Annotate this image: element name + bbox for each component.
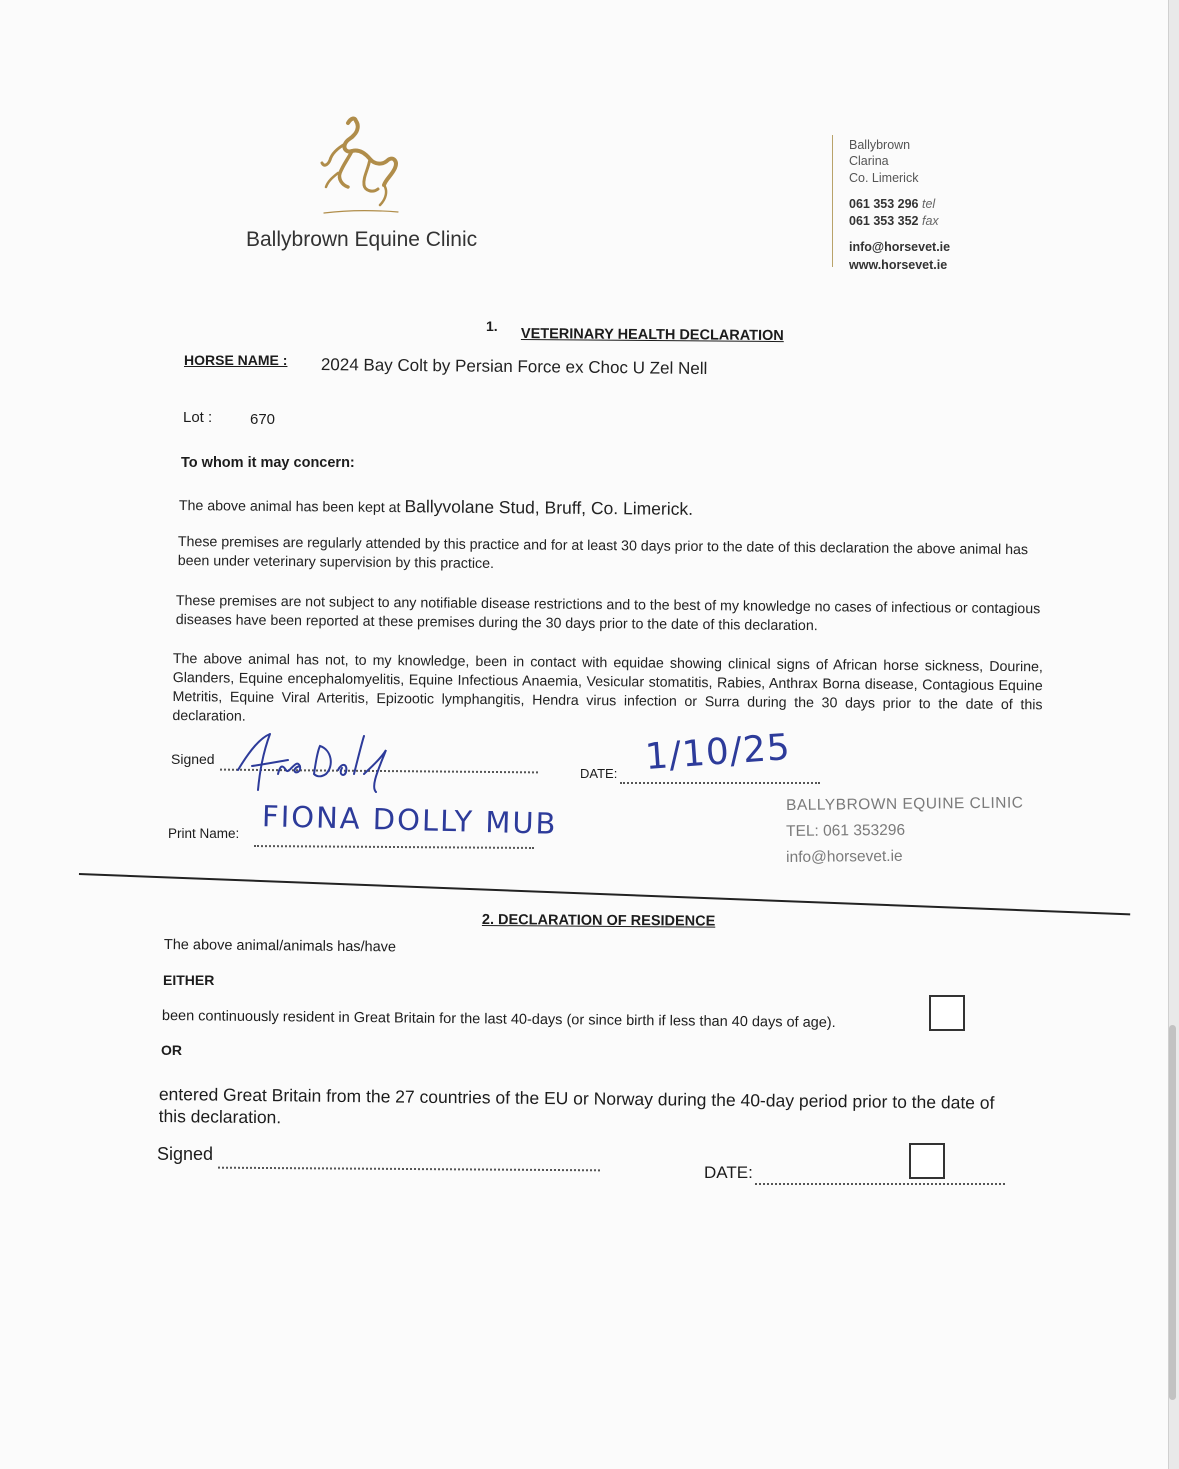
section-divider (79, 873, 1130, 915)
signature-line-2[interactable] (218, 1167, 600, 1172)
residence-intro: The above animal/animals has/have (163, 937, 397, 956)
restrictions-paragraph: These premises are not subject to any notifiable disease restrictions and to the best of my knowledge no cases of infectious or contagious diseases have been reported at these premises during the 30 days prior to the date of this declaration. (175, 592, 1041, 635)
date-value-1: 1/10/25 (643, 726, 793, 779)
option-1-text: been continuously resident in Great Britain for the last 40-days (or since birth if less than 40 days of age). (161, 1008, 836, 1032)
either-label: EITHER (163, 972, 215, 988)
print-name-value: FIONA DOLLY MUB (261, 799, 558, 841)
clinic-name: Ballybrown Equine Clinic (246, 228, 478, 251)
salutation: To whom it may concern: (181, 455, 355, 471)
horse-logo-icon (318, 115, 408, 215)
lot-value: 670 (250, 411, 276, 428)
option-2-text: entered Great Britain from the 27 countries of the EU or Norway during the 40-day period prior to the date of this declaration. (158, 1084, 995, 1128)
print-name-line[interactable] (254, 845, 534, 849)
date-label-2: DATE: (704, 1163, 753, 1182)
stamp-clinic: BALLYBROWN EQUINE CLINIC (786, 794, 1024, 814)
signed-label: Signed (171, 751, 215, 767)
date-label-1: DATE: (580, 766, 618, 781)
date-line-1[interactable] (620, 782, 820, 784)
print-name-label: Print Name: (168, 826, 240, 841)
section-1-title: VETERINARY HEALTH DECLARATION (520, 326, 784, 345)
or-label: OR (161, 1042, 182, 1058)
kept-at-statement: The above animal has been kept at Ballyvolane Stud, Bruff, Co. Limerick. (178, 496, 694, 519)
section-2-title: 2. DECLARATION OF RESIDENCE (481, 912, 716, 930)
address-divider (832, 135, 833, 267)
clinic-tel: 061 353 296 tel (849, 197, 936, 211)
stamp-email: info@horsevet.ie (786, 847, 903, 866)
scrollbar-thumb[interactable] (1169, 1025, 1176, 1400)
clinic-fax: 061 353 352 fax (849, 214, 939, 228)
horse-name-label: HORSE NAME : (184, 352, 288, 368)
clinic-website: www.horsevet.ie (849, 258, 948, 272)
stamp-tel: TEL: 061 353296 (786, 821, 906, 840)
option-2-checkbox[interactable] (909, 1143, 945, 1179)
option-1-checkbox[interactable] (929, 995, 965, 1031)
address-line-1: Ballybrown (849, 138, 911, 152)
section-1-number: 1. (486, 318, 498, 334)
kept-location: Ballyvolane Stud, Bruff, Co. Limerick. (404, 496, 694, 519)
clinic-email: info@horsevet.ie (849, 240, 951, 254)
signature-scribble-icon (230, 730, 400, 796)
contact-paragraph: The above animal has not, to my knowledge, been in contact with equidae showing clinical signs of African horse sickness, Dourine, Glanders, Equine encephalomyelitis, Equine Infectious Anaemia, Vesicular stomatitis, Rabies, Anthrax Borna disease, Contagious Equine Metritis, Equine Viral Arteritis, Epizootic lymphangitis, Hendra virus infection or Surra during the 30 days prior to the date of this declaration. (172, 650, 1043, 725)
signed-label-2: Signed (157, 1144, 214, 1164)
horse-name-value: 2024 Bay Colt by Persian Force ex Choc U Zel Nell (320, 355, 708, 379)
supervision-paragraph: These premises are regularly attended by this practice and for at least 30 days prior to the date of this declaration the above animal has been under veterinary supervision by this practice. (177, 533, 1029, 573)
address-line-3: Co. Limerick (849, 171, 919, 185)
lot-label: Lot : (183, 409, 213, 426)
address-line-2: Clarina (849, 154, 889, 168)
date-line-2[interactable] (755, 1183, 1005, 1185)
